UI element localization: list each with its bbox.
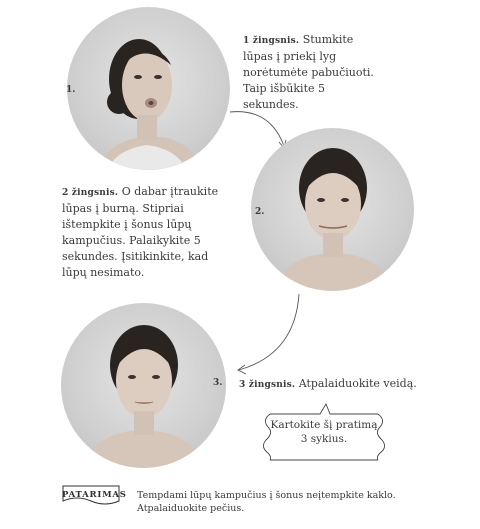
step-2-photo [251,128,414,291]
woman-relaxed-face-illustration [61,303,226,468]
step-2-title: 2 žingsnis. [62,188,119,198]
repeat-note-line2: 3 sykius. [300,433,348,445]
step-1-title: 1 žingsnis. [243,36,300,46]
step-3-number: 3. [213,378,223,388]
step-2-description: O dabar įtraukite lūpas į burną. Stipriai ištempkite į šonus lūpų kampučius. Palaikykite 5 sekundes. Įsitikinkite, kad lūpų nesimato. [62,185,219,279]
tip-line1: Tempdami lūpų kampučius į šonus neįtempkite kaklo. [137,490,396,501]
tip-line2: Atpalaiduokite pečius. [137,503,245,514]
tip-label: PATARIMAS [62,490,127,500]
woman-pursed-lips-illustration [67,7,230,170]
tip-badge [62,485,127,507]
repeat-note-line1: Kartokite šį pratimą [270,419,378,431]
woman-lips-pulled-in-illustration [251,128,414,291]
repeat-note [265,418,383,446]
tip-text [137,489,437,515]
step-3-description: Atpalaiduokite veidą. [298,377,417,390]
arrow-step2-to-step3 [225,290,305,380]
step-2-number: 2. [255,207,265,217]
step-3-photo [61,303,226,468]
step-1-description: Stumkite lūpas į priekį lyg norėtumėte pabučiuoti. Taip išbūkite 5 sekundes. [243,33,374,111]
step-2-text [62,184,232,281]
step-3-title: 3 žingsnis. [239,380,296,390]
step-1-photo [67,7,230,170]
step-1-number: 1. [66,85,76,95]
step-3-text [239,376,439,393]
